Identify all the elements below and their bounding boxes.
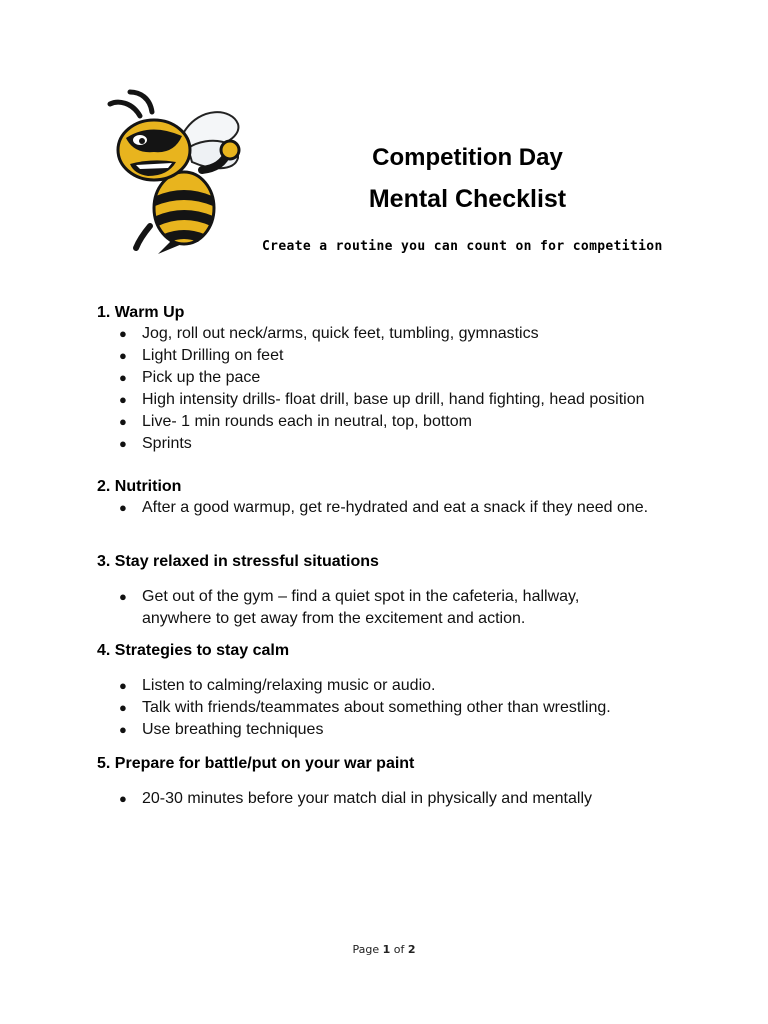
list-item-text: Listen to calming/relaxing music or audio. (142, 677, 436, 694)
section-heading: 2. Nutrition (97, 478, 182, 495)
page-footer (0, 943, 768, 956)
bullet-list (97, 497, 737, 519)
list-item (97, 719, 737, 741)
bullet-icon: ● (119, 678, 127, 693)
bullet-icon: ● (119, 326, 127, 341)
section-strategies (97, 640, 737, 741)
bullet-list (97, 675, 737, 741)
bullet-list (97, 323, 737, 455)
bullet-icon: ● (119, 589, 127, 604)
list-item (97, 788, 737, 810)
bullet-icon: ● (119, 414, 127, 429)
list-item-text: Sprints (142, 435, 192, 452)
list-item (97, 323, 737, 345)
list-item-text: Light Drilling on feet (142, 347, 284, 364)
section-warm-up (97, 302, 737, 455)
bullet-icon: ● (119, 370, 127, 385)
footer-of-word: of (393, 943, 405, 956)
bullet-icon: ● (119, 791, 127, 806)
bullet-icon: ● (119, 722, 127, 737)
list-item-text: High intensity drills- float drill, base up drill, hand fighting, head position (142, 391, 645, 408)
list-item-text: Use breathing techniques (142, 721, 324, 738)
bullet-list (97, 788, 737, 810)
bullet-icon: ● (119, 500, 127, 515)
page-title-line-1: Competition Day (372, 144, 563, 171)
list-item-text: Get out of the gym – find a quiet spot in the cafeteria, hallway, anywhere to get away from the excitement and action. (142, 588, 580, 627)
list-item-text: 20-30 minutes before your match dial in physically and mentally (142, 790, 593, 807)
list-item (97, 675, 737, 697)
section-prepare-for-battle (97, 753, 737, 810)
footer-page-word: Page (352, 943, 380, 956)
bullet-list (97, 586, 627, 630)
footer-total-pages: 2 (407, 943, 416, 956)
list-item-text: Talk with friends/teammates about something other than wrestling. (142, 699, 611, 716)
section-stay-relaxed (97, 551, 737, 630)
section-nutrition (97, 476, 737, 519)
list-item (97, 433, 737, 455)
section-heading: 4. Strategies to stay calm (97, 642, 290, 659)
list-item (97, 697, 737, 719)
list-item (97, 389, 737, 411)
list-item (97, 367, 737, 389)
list-item (97, 586, 627, 630)
bullet-icon: ● (119, 348, 127, 363)
list-item-text: Pick up the pace (142, 369, 261, 386)
list-item-text: Live- 1 min rounds each in neutral, top, bottom (142, 413, 472, 430)
page-title-line-2: Mental Checklist (368, 185, 567, 213)
list-item-text: Jog, roll out neck/arms, quick feet, tumbling, gymnastics (142, 325, 539, 342)
list-item (97, 411, 737, 433)
bullet-icon: ● (119, 700, 127, 715)
footer-current-page: 1 (382, 943, 391, 956)
page-subtitle: Create a routine you can count on for competition (262, 239, 663, 254)
bullet-icon: ● (119, 436, 127, 451)
section-heading: 3. Stay relaxed in stressful situations (97, 553, 379, 570)
yellow-jacket-mascot-icon (92, 88, 252, 256)
section-heading: 5. Prepare for battle/put on your war paint (97, 755, 415, 772)
list-item (97, 345, 737, 367)
list-item-text: After a good warmup, get re-hydrated and eat a snack if they need one. (142, 499, 649, 516)
list-item (97, 497, 737, 519)
section-heading: 1. Warm Up (97, 304, 185, 321)
bullet-icon: ● (119, 392, 127, 407)
